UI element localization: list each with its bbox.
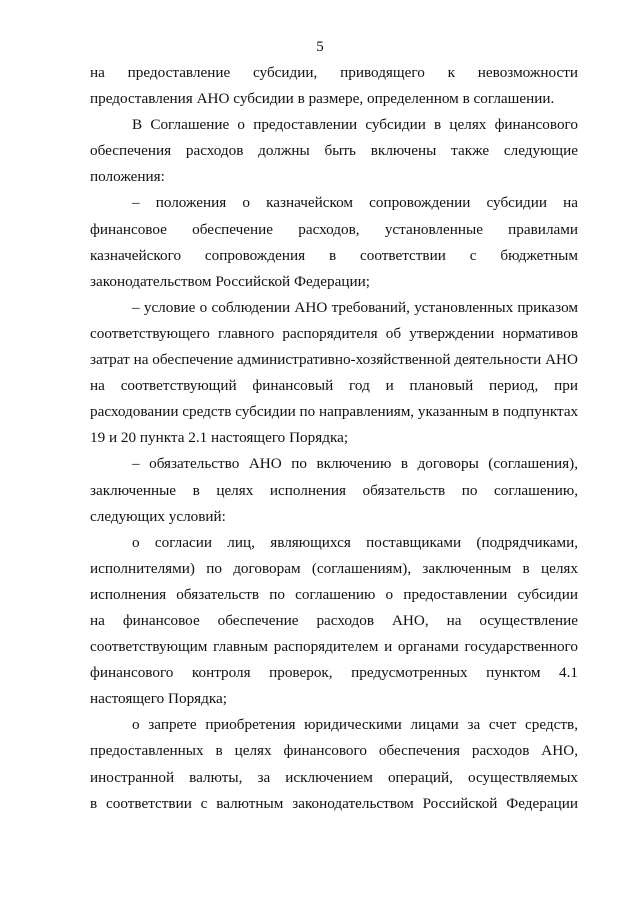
text-line: на соответствующий финансовый год и плановый период, при (90, 377, 578, 395)
text-line: – положения о казначейском сопровождении субсидии на (132, 194, 578, 212)
text-line: соответствующим главным распорядителем и органами государственного (90, 638, 578, 656)
paragraph (90, 295, 578, 452)
text-line: исполнения обязательств по соглашению о предоставлении субсидии (90, 585, 578, 603)
text-line: на предоставление субсидии, приводящего к невозможности (90, 64, 578, 81)
text-line: финансовое обеспечение расходов, установленные правилами (90, 220, 578, 238)
text-line: заключенные в целях исполнения обязательств по соглашению, (90, 481, 578, 499)
text-line: расходовании средств субсидии по направлениям, указанным в подпунктах (90, 403, 578, 421)
text-line: исполнителями) по договорам (соглашениям), заключенным в целях (90, 559, 578, 577)
text-line: положения: (90, 168, 165, 186)
text-line: на финансовое обеспечение расходов АНО, на осуществление (90, 611, 578, 629)
text-line: – обязательство АНО по включению в договоры (соглашения), (132, 455, 578, 473)
page-number: 5 (316, 39, 324, 55)
text-line: казначейского сопровождения в соответствии с бюджетным (90, 246, 578, 264)
paragraph (90, 451, 578, 529)
text-line: финансового контроля проверок, предусмотренных пунктом 4.1 (90, 664, 578, 682)
paragraph (90, 60, 578, 112)
text-line: 19 и 20 пункта 2.1 настоящего Порядка; (90, 429, 349, 447)
text-line: В Соглашение о предоставлении субсидии в целях финансового (132, 116, 578, 134)
text-line: законодательством Российской Федерации; (90, 272, 370, 290)
text-line: предоставленных в целях финансового обеспечения расходов АНО, (90, 742, 578, 760)
paragraph (90, 712, 578, 816)
text-line: о согласии лиц, являющихся поставщиками (подрядчиками, (132, 533, 578, 551)
text-line: следующих условий: (90, 507, 226, 525)
paragraph (90, 190, 578, 294)
text-line: о запрете приобретения юридическими лицами за счет средств, (132, 716, 578, 734)
text-line: соответствующего главного распорядителя об утверждении нормативов (90, 324, 578, 342)
text-line: в соответствии с валютным законодательством Российской Федерации (90, 794, 578, 812)
text-line: – условие о соблюдении АНО требований, установленных приказом (132, 298, 578, 316)
text-line: предоставления АНО субсидии в размере, определенном в соглашении. (90, 90, 555, 108)
text-line: обеспечения расходов должны быть включены также следующие (90, 142, 578, 160)
text-line: иностранной валюты, за исключением операций, осуществляемых (90, 768, 578, 786)
paragraph (90, 112, 578, 190)
text-line: настоящего Порядка; (90, 690, 227, 708)
body-text (90, 60, 578, 817)
paragraph (90, 530, 578, 713)
text-line: затрат на обеспечение административно-хозяйственной деятельности АНО (90, 351, 578, 369)
